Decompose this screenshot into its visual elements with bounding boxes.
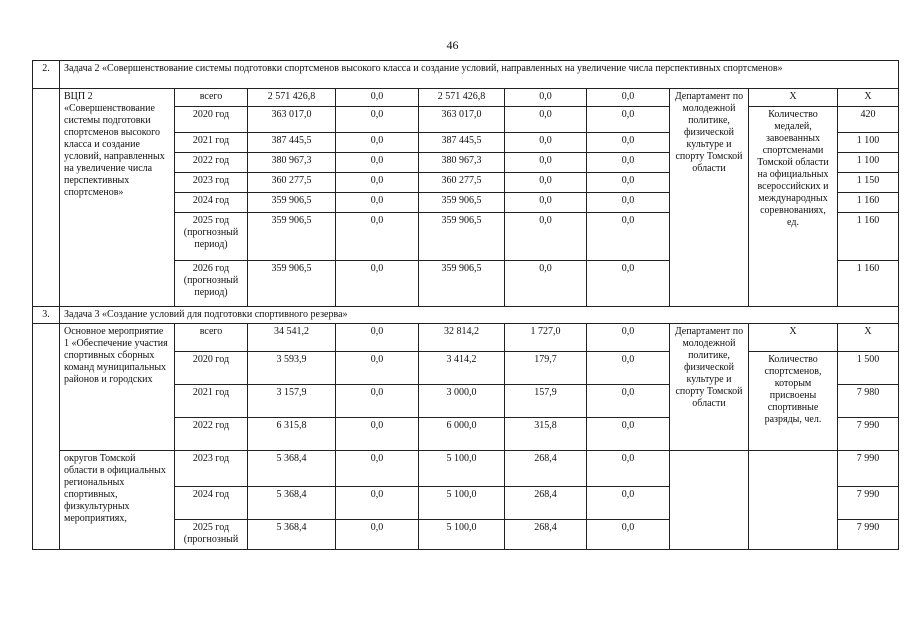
target-value: 7 990 bbox=[838, 451, 899, 487]
municipal-cell: 268,4 bbox=[505, 451, 587, 487]
federal-cell: 0,0 bbox=[336, 451, 419, 487]
year-cell: всего bbox=[175, 324, 248, 352]
x-mark: Х bbox=[749, 89, 838, 107]
regional-cell: 380 967,3 bbox=[419, 153, 505, 173]
municipal-cell: 0,0 bbox=[505, 133, 587, 153]
other-cell: 0,0 bbox=[587, 213, 670, 261]
regional-cell: 3 000,0 bbox=[419, 385, 505, 418]
year-cell: 2020 год bbox=[175, 352, 248, 385]
federal-cell: 0,0 bbox=[336, 193, 419, 213]
federal-cell: 0,0 bbox=[336, 153, 419, 173]
x-mark: Х bbox=[838, 324, 899, 352]
table-row bbox=[33, 89, 899, 107]
x-mark: Х bbox=[749, 324, 838, 352]
federal-cell: 0,0 bbox=[336, 213, 419, 261]
other-cell: 0,0 bbox=[587, 173, 670, 193]
regional-cell: 6 000,0 bbox=[419, 418, 505, 451]
task-row bbox=[33, 61, 899, 89]
year-cell: 2020 год bbox=[175, 107, 248, 133]
other-cell: 0,0 bbox=[587, 133, 670, 153]
municipal-cell: 268,4 bbox=[505, 520, 587, 550]
total-cell: 359 906,5 bbox=[248, 213, 336, 261]
year-cell: 2022 год bbox=[175, 153, 248, 173]
regional-cell: 5 100,0 bbox=[419, 451, 505, 487]
empty-cell bbox=[33, 89, 60, 307]
empty-cell bbox=[670, 451, 749, 550]
other-cell: 0,0 bbox=[587, 193, 670, 213]
other-cell: 0,0 bbox=[587, 324, 670, 352]
regional-cell: 360 277,5 bbox=[419, 173, 505, 193]
year-cell: 2025 год (прогнозный bbox=[175, 520, 248, 550]
regional-cell: 3 414,2 bbox=[419, 352, 505, 385]
page-number: 46 bbox=[446, 38, 459, 52]
other-cell: 0,0 bbox=[587, 153, 670, 173]
federal-cell: 0,0 bbox=[336, 133, 419, 153]
total-cell: 359 906,5 bbox=[248, 261, 336, 307]
federal-cell: 0,0 bbox=[336, 487, 419, 520]
regional-cell: 5 100,0 bbox=[419, 520, 505, 550]
regional-cell: 359 906,5 bbox=[419, 213, 505, 261]
table-row bbox=[33, 324, 899, 352]
municipal-cell: 1 727,0 bbox=[505, 324, 587, 352]
target-value: 7 980 bbox=[838, 385, 899, 418]
target-value: 1 160 bbox=[838, 193, 899, 213]
municipal-cell: 268,4 bbox=[505, 487, 587, 520]
target-value: 7 990 bbox=[838, 520, 899, 550]
target-value: 1 500 bbox=[838, 352, 899, 385]
other-cell: 0,0 bbox=[587, 418, 670, 451]
target-value: 420 bbox=[838, 107, 899, 133]
federal-cell: 0,0 bbox=[336, 89, 419, 107]
target-value: 1 160 bbox=[838, 213, 899, 261]
total-cell: 5 368,4 bbox=[248, 520, 336, 550]
other-cell: 0,0 bbox=[587, 385, 670, 418]
target-value: 7 990 bbox=[838, 418, 899, 451]
year-cell: 2023 год bbox=[175, 451, 248, 487]
other-cell: 0,0 bbox=[587, 451, 670, 487]
year-cell: 2021 год bbox=[175, 385, 248, 418]
task-number: 3. bbox=[33, 307, 60, 324]
measure-name-part1: Основное мероприятие 1 «Обеспечение участия спортивных сборных команд муниципальных районов и городских bbox=[60, 324, 175, 451]
municipal-cell: 0,0 bbox=[505, 173, 587, 193]
target-value: 1 100 bbox=[838, 153, 899, 173]
program-name: ВЦП 2 «Совершенствование системы подготовки спортсменов высокого класса и создание условий, направленных на увеличение числа перспективных спортсменов» bbox=[60, 89, 175, 307]
task-row bbox=[33, 307, 899, 324]
target-value: 7 990 bbox=[838, 487, 899, 520]
other-cell: 0,0 bbox=[587, 520, 670, 550]
year-cell: всего bbox=[175, 89, 248, 107]
program-table bbox=[32, 60, 899, 550]
municipal-cell: 179,7 bbox=[505, 352, 587, 385]
other-cell: 0,0 bbox=[587, 89, 670, 107]
task-title: Задача 2 «Совершенствование системы подготовки спортсменов высокого класса и создание условий, направленных на увеличение числа перспективных спортсменов» bbox=[60, 61, 899, 89]
total-cell: 359 906,5 bbox=[248, 193, 336, 213]
year-cell: 2021 год bbox=[175, 133, 248, 153]
indicator-name: Количество медалей, завоеванных спортсменами Томской области на официальных всероссийских и международных соревнованиях, ед. bbox=[749, 107, 838, 307]
municipal-cell: 315,8 bbox=[505, 418, 587, 451]
responsible-department: Департамент по молодежной политике, физической культуре и спорту Томской области bbox=[670, 89, 749, 307]
federal-cell: 0,0 bbox=[336, 385, 419, 418]
target-value: 1 100 bbox=[838, 133, 899, 153]
total-cell: 387 445,5 bbox=[248, 133, 336, 153]
measure-name-part2: округов Томской области в официальных региональных спортивных, физкультурных мероприятиях, bbox=[60, 451, 175, 550]
empty-cell bbox=[749, 451, 838, 550]
federal-cell: 0,0 bbox=[336, 352, 419, 385]
other-cell: 0,0 bbox=[587, 487, 670, 520]
other-cell: 0,0 bbox=[587, 107, 670, 133]
total-cell: 34 541,2 bbox=[248, 324, 336, 352]
federal-cell: 0,0 bbox=[336, 520, 419, 550]
year-cell: 2024 год bbox=[175, 487, 248, 520]
municipal-cell: 0,0 bbox=[505, 261, 587, 307]
total-cell: 2 571 426,8 bbox=[248, 89, 336, 107]
total-cell: 5 368,4 bbox=[248, 487, 336, 520]
regional-cell: 32 814,2 bbox=[419, 324, 505, 352]
municipal-cell: 0,0 bbox=[505, 213, 587, 261]
regional-cell: 359 906,5 bbox=[419, 261, 505, 307]
other-cell: 0,0 bbox=[587, 352, 670, 385]
target-value: 1 150 bbox=[838, 173, 899, 193]
other-cell: 0,0 bbox=[587, 261, 670, 307]
total-cell: 6 315,8 bbox=[248, 418, 336, 451]
municipal-cell: 0,0 bbox=[505, 193, 587, 213]
total-cell: 363 017,0 bbox=[248, 107, 336, 133]
municipal-cell: 157,9 bbox=[505, 385, 587, 418]
regional-cell: 359 906,5 bbox=[419, 193, 505, 213]
target-value: 1 160 bbox=[838, 261, 899, 307]
task-number: 2. bbox=[33, 61, 60, 89]
municipal-cell: 0,0 bbox=[505, 89, 587, 107]
responsible-department: Департамент по молодежной политике, физической культуре и спорту Томской области bbox=[670, 324, 749, 451]
year-cell: 2023 год bbox=[175, 173, 248, 193]
year-cell: 2024 год bbox=[175, 193, 248, 213]
federal-cell: 0,0 bbox=[336, 324, 419, 352]
municipal-cell: 0,0 bbox=[505, 153, 587, 173]
regional-cell: 363 017,0 bbox=[419, 107, 505, 133]
regional-cell: 387 445,5 bbox=[419, 133, 505, 153]
x-mark: Х bbox=[838, 89, 899, 107]
task-title: Задача 3 «Создание условий для подготовки спортивного резерва» bbox=[60, 307, 899, 324]
year-cell: 2026 год (прогнозный период) bbox=[175, 261, 248, 307]
year-cell: 2022 год bbox=[175, 418, 248, 451]
municipal-cell: 0,0 bbox=[505, 107, 587, 133]
total-cell: 3 593,9 bbox=[248, 352, 336, 385]
federal-cell: 0,0 bbox=[336, 107, 419, 133]
total-cell: 3 157,9 bbox=[248, 385, 336, 418]
federal-cell: 0,0 bbox=[336, 418, 419, 451]
total-cell: 5 368,4 bbox=[248, 451, 336, 487]
indicator-name: Количество спортсменов, которым присвоены спортивные разряды, чел. bbox=[749, 352, 838, 451]
regional-cell: 2 571 426,8 bbox=[419, 89, 505, 107]
regional-cell: 5 100,0 bbox=[419, 487, 505, 520]
table-row bbox=[33, 451, 899, 487]
year-cell: 2025 год (прогнозный период) bbox=[175, 213, 248, 261]
federal-cell: 0,0 bbox=[336, 173, 419, 193]
empty-cell bbox=[33, 324, 60, 550]
total-cell: 360 277,5 bbox=[248, 173, 336, 193]
federal-cell: 0,0 bbox=[336, 261, 419, 307]
total-cell: 380 967,3 bbox=[248, 153, 336, 173]
